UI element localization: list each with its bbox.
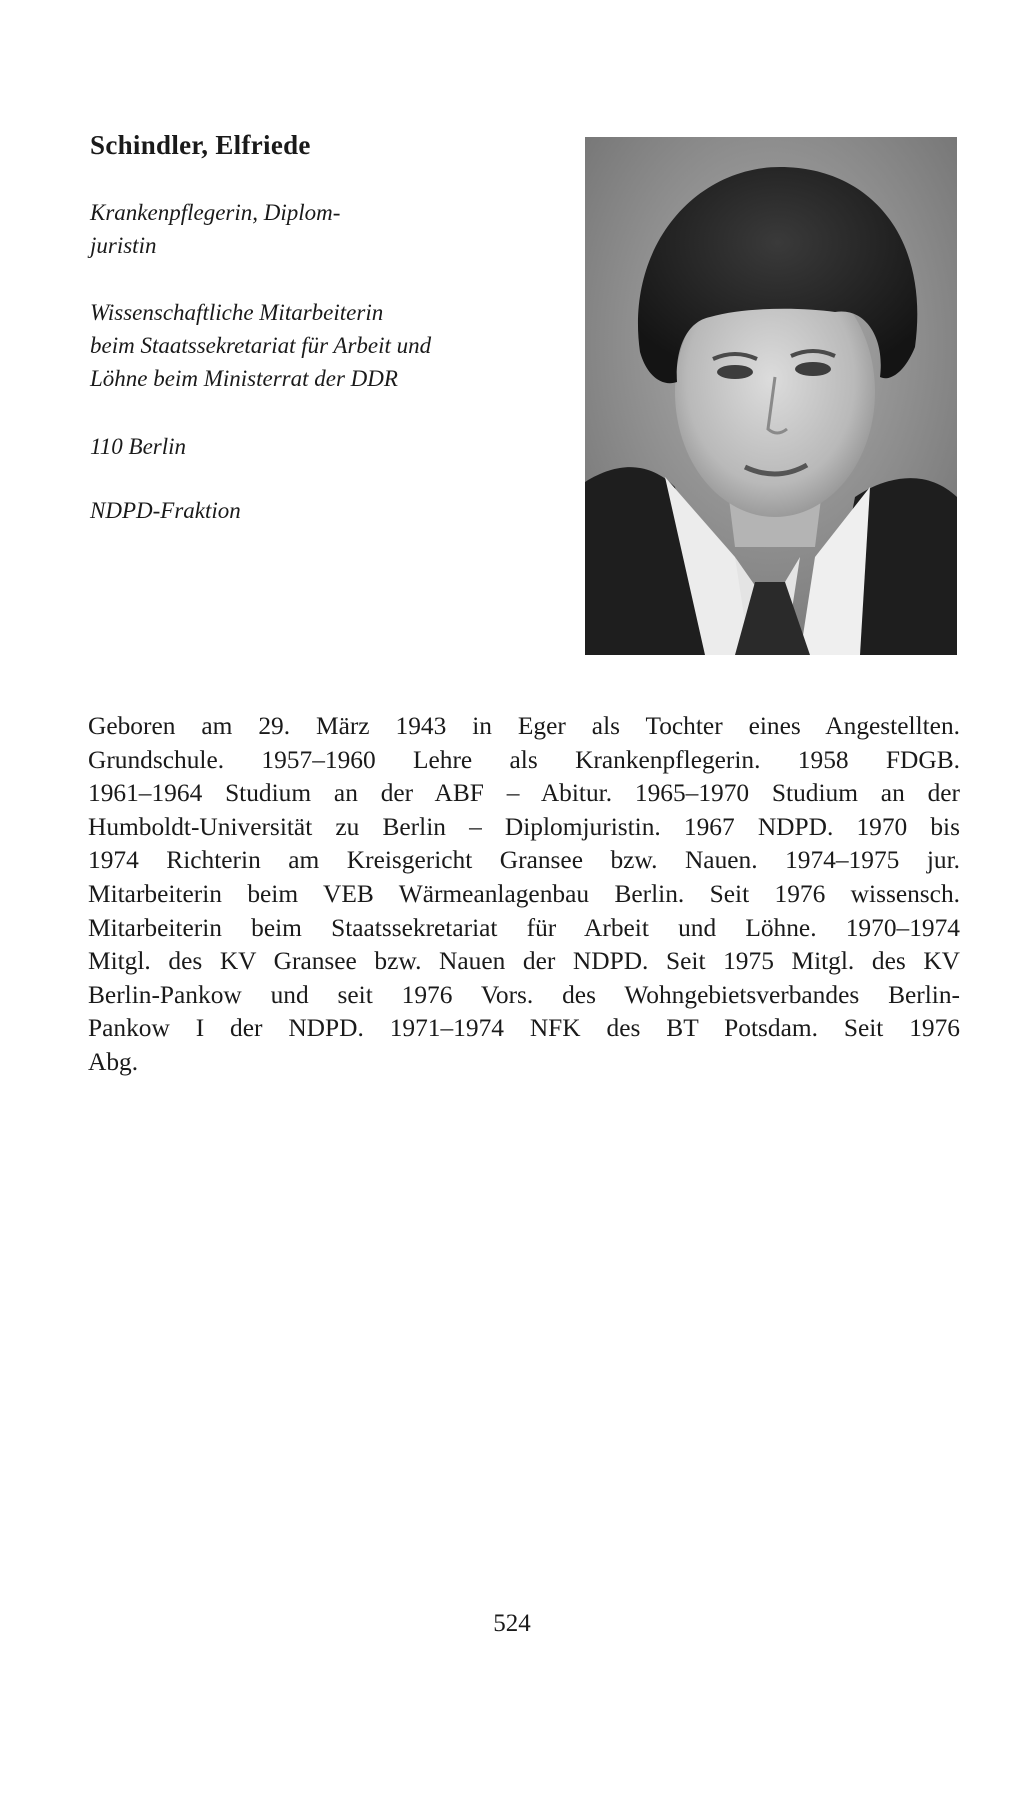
biography-line: Abg.	[88, 1047, 139, 1076]
biography-line: Grundschule. 1957–1960 Lehre als Krankenpflegerin. 1958 FDGB.	[88, 745, 960, 774]
biography-line: 1961–1964 Studium an der ABF – Abitur. 1965–1970 Studium an der	[88, 779, 960, 808]
biography-line: Berlin-Pankow und seit 1976 Vors. des Wohngebietsverbandes Berlin-	[88, 980, 960, 1009]
position-line: Wissenschaftliche Mitarbeiterin	[90, 300, 384, 325]
parliamentary-fraction: NDPD-Fraktion	[90, 498, 241, 523]
position-line: Löhne beim Ministerrat der DDR	[90, 366, 398, 391]
current-position	[90, 296, 510, 395]
biography	[88, 710, 960, 1080]
page-number: 524	[493, 1610, 531, 1637]
biography-line: Mitgl. des KV Gransee bzw. Nauen der NDPD. Seit 1975 Mitgl. des KV	[88, 947, 960, 976]
portrait-photo	[585, 137, 957, 655]
biography-line: Humboldt-Universität zu Berlin – Diplomjuristin. 1967 NDPD. 1970 bis	[88, 812, 960, 841]
biography-line: Mitarbeiterin beim VEB Wärmeanlagenbau Berlin. Seit 1976 wissensch.	[88, 879, 960, 908]
city: 110 Berlin	[90, 434, 187, 459]
biography-line: Pankow I der NDPD. 1971–1974 NFK des BT Potsdam. Seit 1976	[88, 1014, 960, 1043]
person-name: Schindler, Elfriede	[90, 130, 311, 160]
profession	[90, 196, 510, 262]
position-line: beim Staatssekretariat für Arbeit und	[90, 333, 432, 358]
biography-line: Mitarbeiterin beim Staatssekretariat für Arbeit und Löhne. 1970–1974	[88, 913, 960, 942]
profession-line: Krankenpflegerin, Diplom-	[90, 200, 341, 225]
profession-line: juristin	[90, 233, 157, 258]
biography-line: Geboren am 29. März 1943 in Eger als Tochter eines Angestellten.	[88, 712, 960, 740]
biography-line: 1974 Richterin am Kreisgericht Gransee bzw. Nauen. 1974–1975 jur.	[88, 846, 960, 875]
